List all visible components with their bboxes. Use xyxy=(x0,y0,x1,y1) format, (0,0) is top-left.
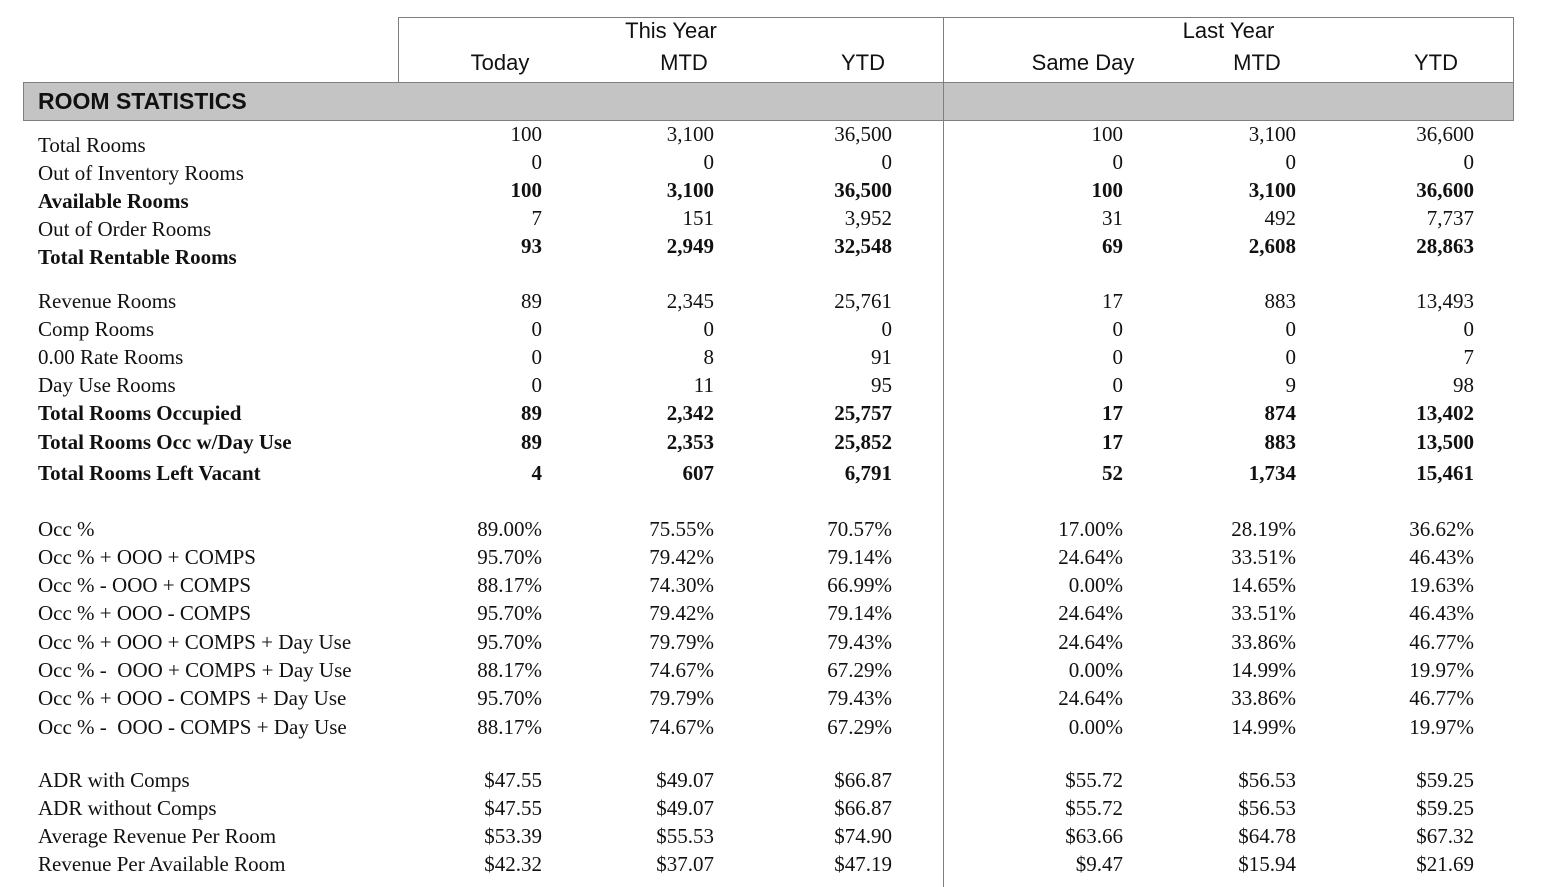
cell-today: 95.70% xyxy=(477,686,542,710)
cell-ytd: 79.43% xyxy=(827,686,892,710)
cell-today: 95.70% xyxy=(477,545,542,569)
cell-ly-mtd: 33.86% xyxy=(1231,686,1296,710)
row-label: Occ % - OOO + COMPS xyxy=(38,573,252,597)
row-label: Day Use Rooms xyxy=(38,373,176,397)
row-label: Occ % + OOO + COMPS xyxy=(38,545,256,569)
row-label: Total Rooms Left Vacant xyxy=(38,461,261,485)
row-label: Occ % + OOO - COMPS xyxy=(38,601,252,625)
cell-ytd: 25,757 xyxy=(834,401,892,425)
cell-ly-ytd: 15,461 xyxy=(1416,461,1474,485)
cell-ly-ytd: 13,500 xyxy=(1416,430,1474,454)
cell-ytd: 36,500 xyxy=(834,122,892,146)
cell-ly-ytd: 46.77% xyxy=(1409,686,1474,710)
row-label: Average Revenue Per Room xyxy=(38,824,277,848)
cell-today: 88.17% xyxy=(477,573,542,597)
column-header-mtd: MTD xyxy=(660,50,708,75)
cell-mtd: $37.07 xyxy=(656,852,714,876)
cell-today: $47.55 xyxy=(484,796,542,820)
cell-ytd: 79.14% xyxy=(827,545,892,569)
row-label: 0.00 Rate Rooms xyxy=(38,345,184,369)
cell-mtd: 79.79% xyxy=(649,686,714,710)
cell-today: 7 xyxy=(531,206,542,230)
cell-today: 95.70% xyxy=(477,601,542,625)
cell-today: 0 xyxy=(531,150,542,174)
cell-mtd: 2,345 xyxy=(666,289,714,313)
cell-ly-mtd: 33.86% xyxy=(1231,630,1296,654)
cell-mtd: 74.30% xyxy=(649,573,714,597)
cell-today: 0 xyxy=(531,373,542,397)
cell-ly-mtd: 14.99% xyxy=(1231,715,1296,739)
cell-same-day: 24.64% xyxy=(1058,601,1123,625)
cell-mtd: 0 xyxy=(703,317,714,341)
cell-same-day: 0.00% xyxy=(1068,573,1123,597)
cell-same-day: $55.72 xyxy=(1065,768,1123,792)
cell-ly-ytd: 0 xyxy=(1463,317,1474,341)
cell-ly-mtd: 883 xyxy=(1264,430,1296,454)
cell-ytd: $74.90 xyxy=(834,824,892,848)
cell-ytd: 67.29% xyxy=(827,658,892,682)
cell-ly-mtd: $15.94 xyxy=(1238,852,1296,876)
cell-ytd: 70.57% xyxy=(827,517,892,541)
cell-mtd: 8 xyxy=(703,345,714,369)
cell-ytd: 32,548 xyxy=(834,234,892,258)
cell-ytd: 67.29% xyxy=(827,715,892,739)
row-label: Total Rooms Occ w/Day Use xyxy=(38,430,292,454)
cell-same-day: 24.64% xyxy=(1058,545,1123,569)
cell-ly-ytd: 36,600 xyxy=(1416,122,1474,146)
cell-ly-mtd: 874 xyxy=(1264,401,1296,425)
cell-ly-mtd: 0 xyxy=(1285,317,1296,341)
cell-mtd: 74.67% xyxy=(649,658,714,682)
year-divider xyxy=(943,121,944,887)
cell-same-day: 17.00% xyxy=(1058,517,1123,541)
cell-mtd: 3,100 xyxy=(666,122,714,146)
row-label: Total Rooms xyxy=(38,133,146,157)
cell-ly-ytd: $59.25 xyxy=(1416,768,1474,792)
row-label: Occ % + OOO + COMPS + Day Use xyxy=(38,630,352,654)
cell-today: 0 xyxy=(531,345,542,369)
cell-same-day: 17 xyxy=(1102,401,1123,425)
row-label: ADR with Comps xyxy=(38,768,190,792)
cell-today: $53.39 xyxy=(484,824,542,848)
cell-ytd: 25,852 xyxy=(834,430,892,454)
cell-ly-ytd: 13,493 xyxy=(1416,289,1474,313)
cell-ly-mtd: 9 xyxy=(1285,373,1296,397)
cell-ytd: $66.87 xyxy=(834,796,892,820)
cell-mtd: 74.67% xyxy=(649,715,714,739)
cell-ly-ytd: 7,737 xyxy=(1426,206,1474,230)
cell-same-day: 0 xyxy=(1112,317,1123,341)
cell-same-day: $63.66 xyxy=(1065,824,1123,848)
cell-ly-mtd: 1,734 xyxy=(1248,461,1296,485)
cell-same-day: 0 xyxy=(1112,373,1123,397)
row-label: Occ % - OOO + COMPS + Day Use xyxy=(38,658,352,682)
cell-mtd: $49.07 xyxy=(656,768,714,792)
cell-today: 100 xyxy=(510,178,542,202)
cell-ly-mtd: 28.19% xyxy=(1231,517,1296,541)
row-label: Occ % xyxy=(38,517,95,541)
cell-ytd: 79.14% xyxy=(827,601,892,625)
cell-ytd: $47.19 xyxy=(834,852,892,876)
cell-ly-mtd: 33.51% xyxy=(1231,545,1296,569)
row-label: Out of Order Rooms xyxy=(38,217,212,241)
cell-same-day: $55.72 xyxy=(1065,796,1123,820)
row-label: Comp Rooms xyxy=(38,317,155,341)
cell-ly-mtd: 883 xyxy=(1264,289,1296,313)
cell-ytd: 3,952 xyxy=(844,206,892,230)
cell-ly-ytd: $67.32 xyxy=(1416,824,1474,848)
cell-ytd: 79.43% xyxy=(827,630,892,654)
cell-mtd: 75.55% xyxy=(649,517,714,541)
cell-ly-ytd: 98 xyxy=(1453,373,1474,397)
cell-today: 4 xyxy=(531,461,542,485)
cell-ly-mtd: 14.65% xyxy=(1231,573,1296,597)
cell-ly-mtd: 14.99% xyxy=(1231,658,1296,682)
column-header-ly-mtd: MTD xyxy=(1233,50,1281,75)
cell-ytd: $66.87 xyxy=(834,768,892,792)
cell-same-day: 0 xyxy=(1112,150,1123,174)
row-label: Occ % - OOO - COMPS + Day Use xyxy=(38,715,347,739)
cell-today: $42.32 xyxy=(484,852,542,876)
cell-today: 89.00% xyxy=(477,517,542,541)
cell-same-day: 24.64% xyxy=(1058,686,1123,710)
cell-ly-mtd: 33.51% xyxy=(1231,601,1296,625)
cell-ly-mtd: 2,608 xyxy=(1248,234,1296,258)
row-label: ADR without Comps xyxy=(38,796,217,820)
row-label: Revenue Per Available Room xyxy=(38,852,286,876)
cell-same-day: 100 xyxy=(1091,122,1123,146)
cell-ly-mtd: 0 xyxy=(1285,150,1296,174)
column-header-ytd: YTD xyxy=(841,50,885,75)
cell-ly-ytd: 36,600 xyxy=(1416,178,1474,202)
cell-today: 88.17% xyxy=(477,715,542,739)
cell-today: 89 xyxy=(521,401,542,425)
row-label: Total Rooms Occupied xyxy=(38,401,242,425)
cell-mtd: 0 xyxy=(703,150,714,174)
cell-ly-mtd: 0 xyxy=(1285,345,1296,369)
cell-ly-ytd: 28,863 xyxy=(1416,234,1474,258)
cell-ly-ytd: 19.63% xyxy=(1409,573,1474,597)
cell-mtd: 11 xyxy=(693,373,714,397)
cell-today: 88.17% xyxy=(477,658,542,682)
cell-ly-ytd: 0 xyxy=(1463,150,1474,174)
cell-ly-ytd: 7 xyxy=(1463,345,1474,369)
cell-same-day: 0 xyxy=(1112,345,1123,369)
cell-ly-mtd: $64.78 xyxy=(1238,824,1296,848)
cell-today: 100 xyxy=(510,122,542,146)
cell-same-day: 24.64% xyxy=(1058,630,1123,654)
row-label: Total Rentable Rooms xyxy=(38,245,237,269)
cell-same-day: 0.00% xyxy=(1068,658,1123,682)
cell-ly-ytd: $59.25 xyxy=(1416,796,1474,820)
cell-same-day: 100 xyxy=(1091,178,1123,202)
cell-same-day: 17 xyxy=(1102,430,1123,454)
cell-same-day: 52 xyxy=(1102,461,1123,485)
cell-ly-ytd: 19.97% xyxy=(1409,658,1474,682)
cell-ytd: 95 xyxy=(871,373,892,397)
cell-mtd: 607 xyxy=(682,461,714,485)
cell-ly-ytd: 46.43% xyxy=(1409,545,1474,569)
cell-mtd: $49.07 xyxy=(656,796,714,820)
cell-ly-mtd: 3,100 xyxy=(1248,122,1296,146)
cell-same-day: 0.00% xyxy=(1068,715,1123,739)
cell-ytd: 6,791 xyxy=(844,461,892,485)
cell-today: 0 xyxy=(531,317,542,341)
cell-mtd: 79.79% xyxy=(649,630,714,654)
cell-mtd: 79.42% xyxy=(649,601,714,625)
cell-mtd: 2,949 xyxy=(666,234,714,258)
cell-ly-ytd: 46.77% xyxy=(1409,630,1474,654)
column-header-today: Today xyxy=(470,50,530,75)
cell-ytd: 36,500 xyxy=(834,178,892,202)
row-label: Available Rooms xyxy=(38,189,189,213)
section-title: ROOM STATISTICS xyxy=(38,88,247,114)
cell-ly-mtd: 492 xyxy=(1264,206,1296,230)
cell-mtd: 3,100 xyxy=(666,178,714,202)
this-year-label: This Year xyxy=(625,18,717,43)
last-year-label: Last Year xyxy=(1182,18,1275,43)
cell-same-day: 31 xyxy=(1102,206,1123,230)
cell-today: 89 xyxy=(521,430,542,454)
cell-ly-mtd: $56.53 xyxy=(1238,768,1296,792)
column-header-same-day: Same Day xyxy=(1031,50,1135,75)
cell-ytd: 66.99% xyxy=(827,573,892,597)
cell-ly-ytd: $21.69 xyxy=(1416,852,1474,876)
cell-ytd: 0 xyxy=(881,150,892,174)
cell-same-day: $9.47 xyxy=(1075,852,1123,876)
cell-ly-ytd: 13,402 xyxy=(1416,401,1474,425)
cell-mtd: 151 xyxy=(682,206,714,230)
cell-mtd: 2,353 xyxy=(666,430,714,454)
cell-same-day: 69 xyxy=(1102,234,1123,258)
cell-mtd: 79.42% xyxy=(649,545,714,569)
cell-today: 93 xyxy=(521,234,542,258)
cell-same-day: 17 xyxy=(1102,289,1123,313)
cell-ly-ytd: 36.62% xyxy=(1409,517,1474,541)
cell-ly-mtd: 3,100 xyxy=(1248,178,1296,202)
cell-ytd: 25,761 xyxy=(834,289,892,313)
cell-ly-ytd: 46.43% xyxy=(1409,601,1474,625)
row-label: Out of Inventory Rooms xyxy=(38,161,244,185)
cell-ly-mtd: $56.53 xyxy=(1238,796,1296,820)
row-label: Occ % + OOO - COMPS + Day Use xyxy=(38,686,347,710)
cell-mtd: $55.53 xyxy=(656,824,714,848)
cell-today: $47.55 xyxy=(484,768,542,792)
column-header-ly-ytd: YTD xyxy=(1414,50,1458,75)
cell-mtd: 2,342 xyxy=(666,401,714,425)
cell-ytd: 91 xyxy=(871,345,892,369)
cell-ytd: 0 xyxy=(881,317,892,341)
cell-today: 95.70% xyxy=(477,630,542,654)
cell-today: 89 xyxy=(521,289,542,313)
row-label: Revenue Rooms xyxy=(38,289,177,313)
cell-ly-ytd: 19.97% xyxy=(1409,715,1474,739)
band-divider xyxy=(943,82,944,121)
